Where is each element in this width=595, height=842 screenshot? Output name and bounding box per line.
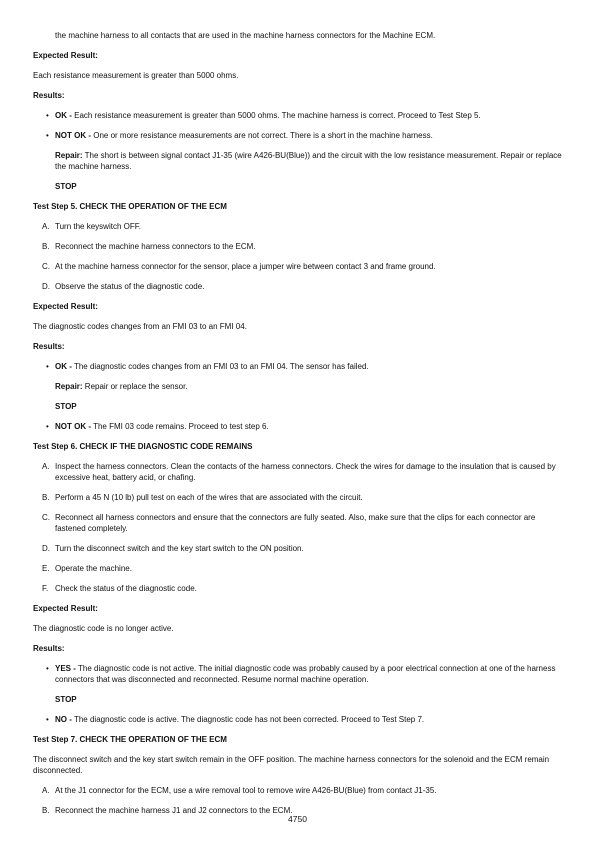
item-letter: B. bbox=[42, 242, 50, 251]
list-item bbox=[33, 785, 562, 796]
stop-label: STOP bbox=[55, 402, 77, 411]
page-content bbox=[33, 30, 562, 816]
repair-label: Repair: bbox=[55, 151, 83, 160]
item-text: Operate the machine. bbox=[55, 564, 132, 573]
test-step-5-title: Test Step 5. CHECK THE OPERATION OF THE ECM bbox=[33, 202, 227, 211]
list-item bbox=[33, 583, 562, 594]
item-text: Perform a 45 N (10 lb) pull test on each of the wires that are associated with the circuit. bbox=[55, 493, 363, 502]
item-text: Turn the disconnect switch and the key start switch to the ON position. bbox=[55, 544, 304, 553]
list-item bbox=[33, 543, 562, 554]
item-text: Turn the keyswitch OFF. bbox=[55, 222, 141, 231]
item-letter: C. bbox=[42, 513, 50, 522]
repair-note bbox=[33, 381, 562, 392]
stop-label: STOP bbox=[55, 182, 77, 191]
repair-note bbox=[33, 150, 562, 172]
results-heading: Results: bbox=[33, 91, 65, 100]
item-text: Check the status of the diagnostic code. bbox=[55, 584, 197, 593]
result-yes bbox=[33, 663, 562, 685]
result-text: One or more resistance measurements are not correct. There is a short in the machine harness. bbox=[93, 131, 433, 140]
result-text: The diagnostic codes changes from an FMI 03 to an FMI 04. The sensor has failed. bbox=[73, 362, 369, 371]
result-ok bbox=[33, 110, 562, 121]
result-ok bbox=[33, 361, 562, 372]
item-letter: C. bbox=[42, 262, 50, 271]
item-letter: A. bbox=[42, 786, 50, 795]
item-text: Reconnect the machine harness J1 and J2 connectors to the ECM. bbox=[55, 806, 293, 815]
result-no bbox=[33, 714, 562, 725]
item-letter: A. bbox=[42, 222, 50, 231]
expected-result-heading: Expected Result: bbox=[33, 302, 98, 311]
list-item bbox=[33, 563, 562, 574]
item-letter: D. bbox=[42, 544, 50, 553]
results-list bbox=[33, 361, 562, 372]
results-list bbox=[33, 714, 562, 725]
result-label: NOT OK - bbox=[55, 422, 91, 431]
item-letter: E. bbox=[42, 564, 50, 573]
result-label: YES - bbox=[55, 664, 76, 673]
item-letter: A. bbox=[42, 462, 50, 471]
stop-label: STOP bbox=[55, 695, 77, 704]
list-item bbox=[33, 221, 562, 232]
repair-text: Repair or replace the sensor. bbox=[84, 382, 188, 391]
item-text: At the J1 connector for the ECM, use a wire removal tool to remove wire A426-BU(Blue) from contact J1-35. bbox=[55, 786, 437, 795]
item-letter: B. bbox=[42, 493, 50, 502]
test-step-6-title: Test Step 6. CHECK IF THE DIAGNOSTIC CODE REMAINS bbox=[33, 442, 253, 451]
expected-result-text: Each resistance measurement is greater than 5000 ohms. bbox=[33, 71, 239, 80]
bullet-icon: • bbox=[46, 422, 49, 431]
step-7-intro: The disconnect switch and the key start switch remain in the OFF position. The machine harness connectors for the solenoid and the ECM remain disconnected. bbox=[33, 755, 550, 775]
results-heading: Results: bbox=[33, 342, 65, 351]
item-text: Reconnect all harness connectors and ensure that the connectors are fully seated. Also, make sure that the clips for each connector are fastened completely. bbox=[55, 513, 536, 533]
item-text: Observe the status of the diagnostic code. bbox=[55, 282, 205, 291]
item-letter: B. bbox=[42, 806, 50, 815]
bullet-icon: • bbox=[46, 111, 49, 120]
result-label: OK - bbox=[55, 362, 72, 371]
result-not-ok bbox=[33, 130, 562, 141]
list-item bbox=[33, 492, 562, 503]
expected-result-heading: Expected Result: bbox=[33, 604, 98, 613]
repair-label: Repair: bbox=[55, 382, 83, 391]
result-text: The diagnostic code is not active. The initial diagnostic code was probably caused by a poor electrical connection at one of the harness connectors that was disconnected and reconnected. Resume normal machine operation. bbox=[55, 664, 556, 684]
results-list bbox=[33, 421, 562, 432]
expected-result-heading: Expected Result: bbox=[33, 51, 98, 60]
expected-result-text: The diagnostic codes changes from an FMI 03 to an FMI 04. bbox=[33, 322, 247, 331]
item-letter: D. bbox=[42, 282, 50, 291]
step-5-list bbox=[33, 221, 562, 292]
expected-result-text: The diagnostic code is no longer active. bbox=[33, 624, 174, 633]
list-item bbox=[33, 241, 562, 252]
page-number: 4750 bbox=[288, 814, 307, 824]
result-text: The diagnostic code is active. The diagnostic code has not been corrected. Proceed to Test Step 7. bbox=[73, 715, 425, 724]
result-not-ok bbox=[33, 421, 562, 432]
bullet-icon: • bbox=[46, 362, 49, 371]
result-label: NOT OK - bbox=[55, 131, 91, 140]
test-step-7-title: Test Step 7. CHECK THE OPERATION OF THE ECM bbox=[33, 735, 227, 744]
bullet-icon: • bbox=[46, 131, 49, 140]
step-7-list bbox=[33, 785, 562, 816]
item-text: Reconnect the machine harness connectors to the ECM. bbox=[55, 242, 256, 251]
results-list bbox=[33, 663, 562, 685]
bullet-icon: • bbox=[46, 715, 49, 724]
item-text: At the machine harness connector for the sensor, place a jumper wire between contact 3 and frame ground. bbox=[55, 262, 436, 271]
list-item bbox=[33, 261, 562, 272]
list-item bbox=[33, 461, 562, 483]
step-6-list bbox=[33, 461, 562, 594]
result-label: NO - bbox=[55, 715, 72, 724]
result-text: Each resistance measurement is greater than 5000 ohms. The machine harness is correct. Proceed to Test Step 5. bbox=[74, 111, 481, 120]
list-item bbox=[33, 281, 562, 292]
item-letter: F. bbox=[42, 584, 49, 593]
list-item bbox=[33, 512, 562, 534]
result-label: OK - bbox=[55, 111, 72, 120]
results-heading: Results: bbox=[33, 644, 65, 653]
bullet-icon: • bbox=[46, 664, 49, 673]
result-text: The FMI 03 code remains. Proceed to test step 6. bbox=[93, 422, 269, 431]
repair-text: The short is between signal contact J1-35 (wire A426-BU(Blue)) and the circuit with the low resistance measurement. Repair or replace the machine harness. bbox=[55, 151, 562, 171]
results-list bbox=[33, 110, 562, 141]
intro-line: the machine harness to all contacts that are used in the machine harness connectors for the Machine ECM. bbox=[55, 31, 436, 40]
item-text: Inspect the harness connectors. Clean the contacts of the harness connectors. Check the wires for damage to the insulation that is caused by excessive heat, battery acid, or chafing. bbox=[55, 462, 556, 482]
